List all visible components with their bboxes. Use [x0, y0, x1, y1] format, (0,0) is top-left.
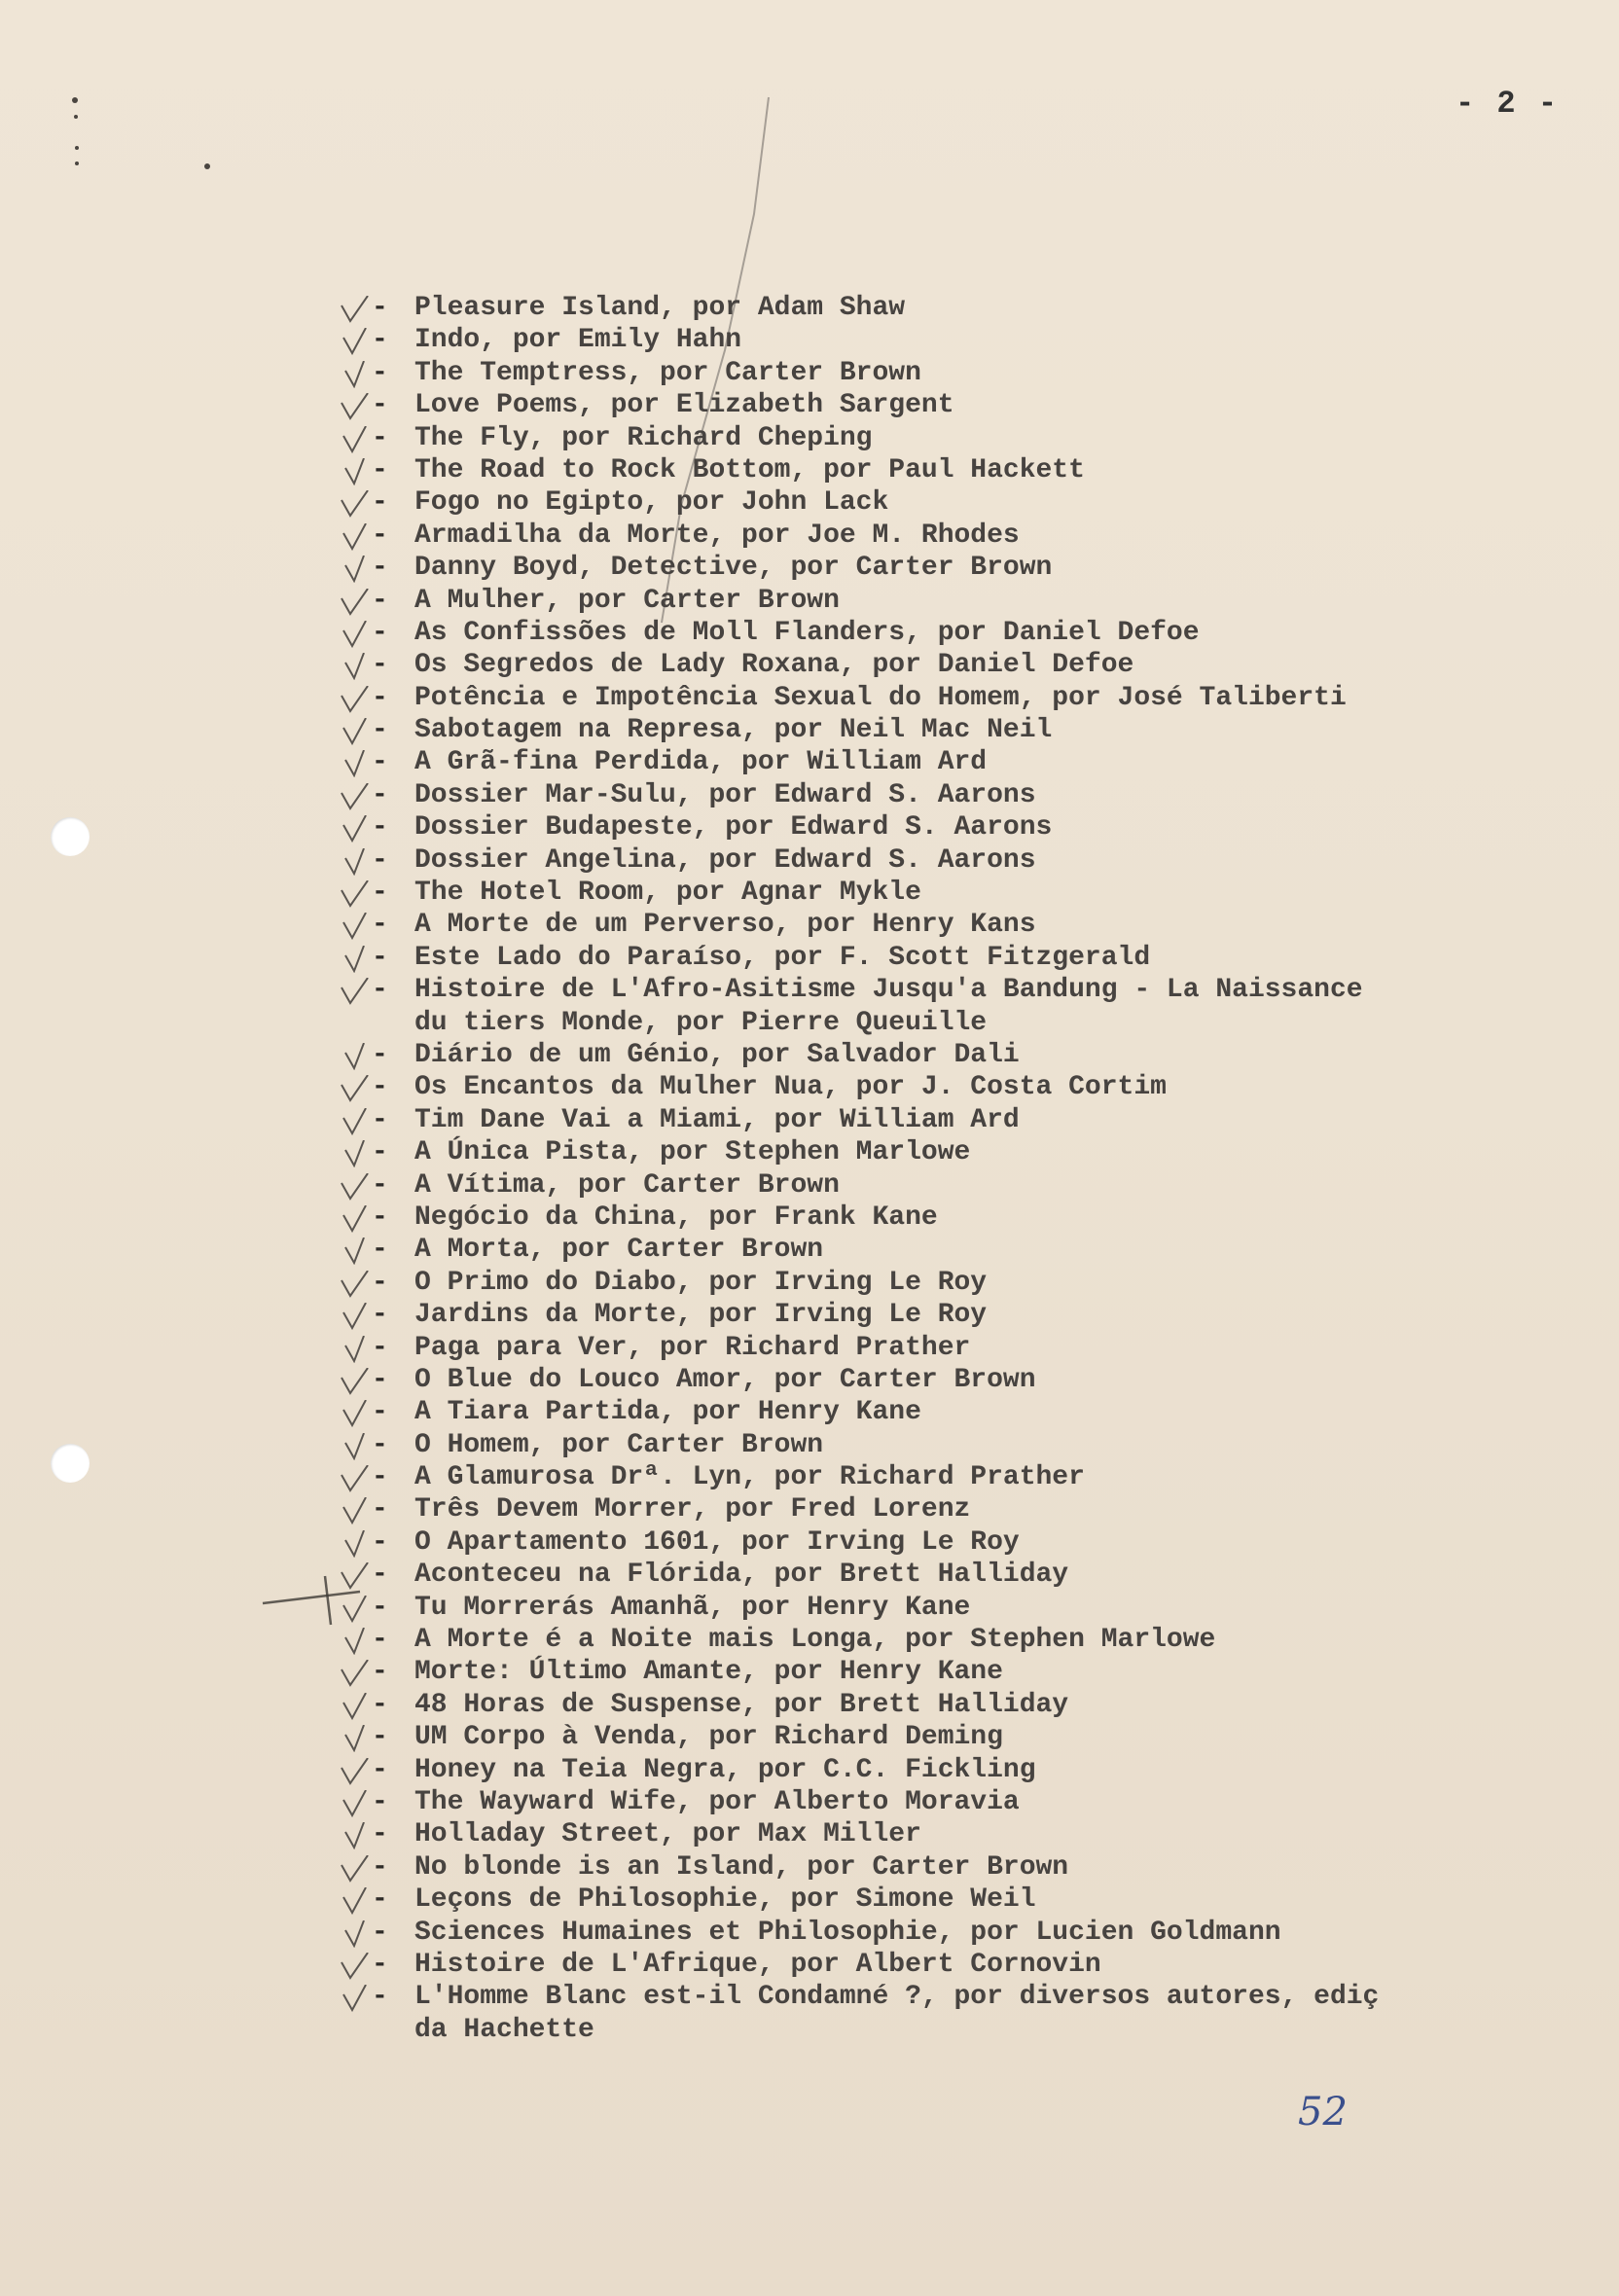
list-item	[0, 1656, 1619, 1688]
list-dash: -	[372, 1267, 388, 1298]
list-item-text: Danny Boyd, Detective, por Carter Brown	[414, 553, 1053, 584]
list-item	[0, 811, 1619, 843]
list-item-text: Dossier Mar-Sulu, por Edward S. Aarons	[414, 779, 1036, 810]
list-dash: -	[372, 878, 388, 909]
list-dash: -	[372, 682, 388, 713]
list-item-text: Tu Morrerás Amanhã, por Henry Kane	[414, 1592, 971, 1623]
list-item-text: UM Corpo à Venda, por Richard Deming	[414, 1722, 1003, 1753]
list-item-text: Pleasure Island, por Adam Shaw	[414, 293, 906, 323]
list-item	[0, 1267, 1619, 1299]
list-dash: -	[372, 1592, 388, 1623]
pencil-check-mark-icon	[339, 1562, 374, 1590]
list-item-text: O Blue do Louco Amor, por Carter Brown	[414, 1364, 1036, 1395]
list-item-text: Os Encantos da Mulher Nua, por J. Costa Cortim	[414, 1072, 1167, 1103]
pencil-check-mark-icon	[339, 815, 374, 843]
pencil-check-mark-icon	[339, 1725, 374, 1752]
list-item	[0, 1234, 1619, 1266]
list-item	[0, 1754, 1619, 1786]
list-dash: -	[372, 1689, 388, 1720]
list-item-text: The Hotel Room, por Agnar Mykle	[414, 878, 921, 909]
list-item-text: 48 Horas de Suspense, por Brett Halliday	[414, 1689, 1069, 1720]
list-item-text: Três Devem Morrer, por Fred Lorenz	[414, 1494, 971, 1525]
list-item-text: Sciences Humaines et Philosophie, por Lucien Goldmann	[414, 1917, 1281, 1948]
list-item-text: Este Lado do Paraíso, por F. Scott Fitzgerald	[414, 942, 1151, 973]
pencil-check-mark-icon	[339, 750, 374, 777]
list-item-text: Diário de um Génio, por Salvador Dali	[414, 1039, 1020, 1070]
pencil-check-mark-icon	[339, 1043, 374, 1070]
list-item	[0, 1624, 1619, 1656]
list-dash: -	[372, 1494, 388, 1525]
handwritten-number	[1294, 2086, 1382, 2135]
list-item	[0, 1136, 1619, 1168]
pencil-check-mark-icon	[339, 458, 374, 485]
pencil-check-mark-icon	[339, 1628, 374, 1655]
pencil-check-mark-icon	[339, 621, 374, 648]
list-item-text: No blonde is an Island, por Carter Brown	[414, 1851, 1069, 1883]
pencil-check-mark-icon	[339, 978, 374, 1005]
pencil-check-mark-icon	[339, 1596, 374, 1623]
pencil-check-mark-icon	[339, 1205, 374, 1233]
list-item-text: Armadilha da Morte, por Joe M. Rhodes	[414, 520, 1020, 551]
pencil-check-mark-icon	[339, 1758, 374, 1785]
pencil-check-mark-icon	[339, 1173, 374, 1201]
list-item	[0, 292, 1619, 324]
list-dash: -	[372, 1949, 388, 1980]
list-item	[0, 1592, 1619, 1624]
pencil-check-mark-icon	[339, 718, 374, 745]
list-dash: -	[372, 1137, 388, 1168]
list-item	[0, 1981, 1619, 2013]
list-dash: -	[372, 1169, 388, 1201]
list-item-text: O Homem, por Carter Brown	[414, 1429, 824, 1460]
list-item-text: The Temptress, por Carter Brown	[414, 357, 921, 388]
list-item-text: A Grã-fina Perdida, por William Ard	[414, 747, 988, 778]
list-dash: -	[372, 1982, 388, 2013]
list-item	[0, 1429, 1619, 1461]
list-item-text: L'Homme Blanc est-il Condamné ?, por diversos autores, ediç	[414, 1982, 1380, 2013]
list-item-text: The Road to Rock Bottom, por Paul Hackett	[414, 454, 1085, 485]
list-dash: -	[372, 617, 388, 648]
pencil-check-mark-icon	[339, 1465, 374, 1492]
list-item-text: Paga para Ver, por Richard Prather	[414, 1332, 971, 1363]
pencil-check-mark-icon	[339, 1108, 374, 1135]
list-dash: -	[372, 844, 388, 876]
list-dash: -	[372, 1039, 388, 1070]
pencil-check-mark-icon	[339, 913, 374, 940]
pencil-check-mark-icon	[339, 1953, 374, 1980]
pencil-check-mark-icon	[339, 880, 374, 908]
list-item	[0, 1202, 1619, 1234]
list-item	[0, 1559, 1619, 1591]
list-dash: -	[372, 942, 388, 973]
margin-mark	[75, 161, 79, 165]
book-list	[0, 292, 1619, 2046]
pencil-check-mark-icon	[339, 1368, 374, 1395]
list-item-continuation	[0, 1007, 1619, 1039]
list-item	[0, 1332, 1619, 1364]
list-dash: -	[372, 1625, 388, 1656]
pencil-check-mark-icon	[339, 1336, 374, 1363]
list-item-text: The Fly, por Richard Cheping	[414, 422, 873, 453]
list-item	[0, 1104, 1619, 1136]
list-item	[0, 779, 1619, 811]
pencil-check-mark-icon	[339, 848, 374, 876]
pencil-check-mark-icon	[339, 1303, 374, 1330]
list-dash: -	[372, 520, 388, 551]
list-dash: -	[372, 1104, 388, 1135]
pencil-check-mark-icon	[339, 1497, 374, 1525]
list-item	[0, 877, 1619, 909]
list-dash: -	[372, 585, 388, 616]
list-item-text: Negócio da China, por Frank Kane	[414, 1202, 938, 1233]
list-item	[0, 844, 1619, 877]
list-dash: -	[372, 1202, 388, 1233]
list-item-text: A Morte de um Perverso, por Henry Kans	[414, 910, 1036, 941]
list-item-text: Histoire de L'Afrique, por Albert Cornovin	[414, 1949, 1101, 1980]
list-item-text: Dossier Angelina, por Edward S. Aarons	[414, 844, 1036, 876]
pencil-check-mark-icon	[339, 556, 374, 583]
list-dash: -	[372, 357, 388, 388]
list-item-text: Leçons de Philosophie, por Simone Weil	[414, 1884, 1036, 1916]
list-item-text: A Morte é a Noite mais Longa, por Stephen Marlowe	[414, 1625, 1216, 1656]
pencil-check-mark-icon	[339, 361, 374, 388]
list-item	[0, 1364, 1619, 1396]
list-dash: -	[372, 1364, 388, 1395]
list-item-text: Os Segredos de Lady Roxana, por Daniel Defoe	[414, 650, 1134, 681]
list-item	[0, 454, 1619, 486]
pencil-check-mark-icon	[339, 1887, 374, 1915]
list-dash: -	[372, 1884, 388, 1916]
pencil-check-mark-icon	[339, 426, 374, 453]
pencil-check-mark-icon	[339, 1985, 374, 2012]
list-item-text: A Única Pista, por Stephen Marlowe	[414, 1137, 971, 1168]
list-item-text: Potência e Impotência Sexual do Homem, por José Taliberti	[414, 682, 1347, 713]
list-item	[0, 1493, 1619, 1525]
pencil-check-mark-icon	[339, 393, 374, 420]
list-dash: -	[372, 975, 388, 1006]
pencil-check-mark-icon	[339, 1693, 374, 1720]
list-item	[0, 974, 1619, 1006]
pencil-check-mark-icon	[339, 653, 374, 680]
list-item	[0, 1039, 1619, 1071]
pencil-check-mark-icon	[339, 1920, 374, 1948]
list-item-text: Jardins da Morte, por Irving Le Roy	[414, 1300, 988, 1331]
list-dash: -	[372, 293, 388, 323]
list-item-text: Love Poems, por Elizabeth Sargent	[414, 390, 954, 421]
list-item-text: A Mulher, por Carter Brown	[414, 585, 840, 616]
list-dash: -	[372, 1851, 388, 1883]
list-dash: -	[372, 1786, 388, 1817]
list-item	[0, 1883, 1619, 1916]
list-item	[0, 552, 1619, 584]
pencil-check-mark-icon	[339, 1822, 374, 1849]
list-item	[0, 520, 1619, 552]
list-dash: -	[372, 1462, 388, 1493]
pencil-check-mark-icon	[339, 1530, 374, 1558]
list-item	[0, 1071, 1619, 1103]
margin-mark	[72, 97, 78, 103]
list-item-text: Honey na Teia Negra, por C.C. Fickling	[414, 1754, 1036, 1785]
list-item-text: O Primo do Diabo, por Irving Le Roy	[414, 1267, 988, 1298]
list-dash: -	[372, 747, 388, 778]
list-dash: -	[372, 1560, 388, 1591]
list-item-text: Tim Dane Vai a Miami, por William Ard	[414, 1104, 1020, 1135]
pencil-check-mark-icon	[339, 1660, 374, 1687]
list-item	[0, 1818, 1619, 1850]
list-dash: -	[372, 1429, 388, 1460]
list-dash: -	[372, 910, 388, 941]
pencil-check-mark-icon	[339, 1855, 374, 1883]
list-item-text: O Apartamento 1601, por Irving Le Roy	[414, 1526, 1020, 1558]
list-dash: -	[372, 812, 388, 843]
list-dash: -	[372, 779, 388, 810]
list-item	[0, 1786, 1619, 1818]
list-dash: -	[372, 553, 388, 584]
list-item-text: da Hachette	[414, 2014, 594, 2045]
list-item	[0, 617, 1619, 649]
list-item-text: A Morta, por Carter Brown	[414, 1235, 824, 1266]
list-item-text: Dossier Budapeste, por Edward S. Aarons	[414, 812, 1053, 843]
list-item-text: A Glamurosa Drª. Lyn, por Richard Prather	[414, 1462, 1085, 1493]
list-dash: -	[372, 1526, 388, 1558]
pencil-check-mark-icon	[339, 686, 374, 713]
list-item	[0, 746, 1619, 778]
list-dash: -	[372, 1235, 388, 1266]
pencil-check-mark-icon	[339, 490, 374, 518]
list-item	[0, 324, 1619, 356]
pencil-check-mark-icon	[339, 523, 374, 551]
list-dash: -	[372, 1657, 388, 1688]
list-item-text: du tiers Monde, por Pierre Queuille	[414, 1007, 988, 1038]
list-item	[0, 1851, 1619, 1883]
list-dash: -	[372, 1917, 388, 1948]
list-item	[0, 1721, 1619, 1753]
pencil-check-mark-icon	[339, 1140, 374, 1167]
pencil-check-mark-icon	[339, 1271, 374, 1298]
list-item-text: Sabotagem na Represa, por Neil Mac Neil	[414, 715, 1053, 746]
list-dash: -	[372, 1819, 388, 1850]
pencil-check-mark-icon	[339, 328, 374, 355]
list-item	[0, 714, 1619, 746]
list-item-text: Aconteceu na Flórida, por Brett Halliday	[414, 1560, 1069, 1591]
pencil-check-mark-icon	[339, 1400, 374, 1427]
page-number: - 2 -	[1456, 86, 1560, 122]
list-dash: -	[372, 650, 388, 681]
list-dash: -	[372, 487, 388, 519]
margin-mark	[204, 163, 210, 169]
list-item	[0, 422, 1619, 454]
list-item	[0, 909, 1619, 941]
list-item-text: As Confissões de Moll Flanders, por Daniel Defoe	[414, 617, 1200, 648]
list-item	[0, 585, 1619, 617]
list-item	[0, 1526, 1619, 1559]
list-item-text: A Vítima, por Carter Brown	[414, 1169, 840, 1201]
list-dash: -	[372, 1397, 388, 1428]
pencil-check-mark-icon	[339, 296, 374, 323]
list-dash: -	[372, 390, 388, 421]
list-item-text: Fogo no Egipto, por John Lack	[414, 487, 889, 519]
pencil-check-mark-icon	[339, 946, 374, 973]
list-item-text: The Wayward Wife, por Alberto Moravia	[414, 1786, 1020, 1817]
pencil-check-mark-icon	[339, 589, 374, 616]
list-item	[0, 1299, 1619, 1331]
list-item	[0, 1949, 1619, 1981]
margin-mark	[75, 146, 79, 150]
list-item	[0, 1461, 1619, 1493]
list-dash: -	[372, 422, 388, 453]
list-item	[0, 649, 1619, 681]
pencil-check-mark-icon	[339, 1238, 374, 1265]
list-dash: -	[372, 1072, 388, 1103]
list-dash: -	[372, 1754, 388, 1785]
list-item	[0, 1169, 1619, 1202]
list-dash: -	[372, 325, 388, 356]
list-item	[0, 942, 1619, 974]
list-item	[0, 389, 1619, 421]
list-dash: -	[372, 1332, 388, 1363]
handwritten-number-text: 52	[1298, 2090, 1348, 2135]
list-item	[0, 357, 1619, 389]
margin-mark	[74, 115, 78, 119]
pencil-check-mark-icon	[339, 783, 374, 810]
list-item-text: Holladay Street, por Max Miller	[414, 1819, 921, 1850]
list-item	[0, 486, 1619, 519]
list-item	[0, 1396, 1619, 1428]
list-item-text: Histoire de L'Afro-Asitisme Jusqu'a Bandung - La Naissance	[414, 975, 1363, 1006]
list-dash: -	[372, 715, 388, 746]
list-item-text: Morte: Último Amante, por Henry Kane	[414, 1657, 1003, 1688]
pencil-check-mark-icon	[339, 1433, 374, 1460]
list-item-text: A Tiara Partida, por Henry Kane	[414, 1397, 921, 1428]
list-item-continuation	[0, 2014, 1619, 2046]
pencil-check-mark-icon	[339, 1075, 374, 1102]
list-dash: -	[372, 454, 388, 485]
list-item	[0, 1689, 1619, 1721]
list-item-text: Indo, por Emily Hahn	[414, 325, 742, 356]
pencil-check-mark-icon	[339, 1790, 374, 1817]
list-dash: -	[372, 1300, 388, 1331]
list-dash: -	[372, 1722, 388, 1753]
list-item	[0, 682, 1619, 714]
list-item	[0, 1917, 1619, 1949]
